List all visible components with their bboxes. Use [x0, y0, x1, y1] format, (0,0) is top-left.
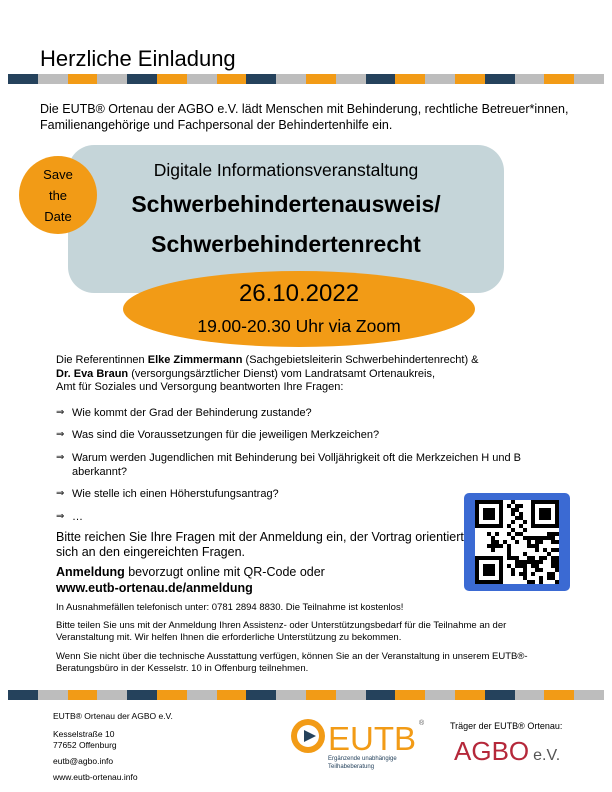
event-date-oval — [123, 271, 475, 347]
save-the-date-word: the — [48, 187, 68, 203]
eutb-logo — [290, 713, 430, 773]
save-the-date-word: Save — [43, 166, 73, 182]
question-text: Wie stelle ich einen Höherstufungsantrag? — [72, 488, 279, 500]
arrow-right-icon: ⇒ — [56, 407, 65, 418]
arrow-right-icon: ⇒ — [56, 429, 65, 440]
qr-code-icon — [475, 500, 559, 584]
speaker-name: Elke Zimmermann — [147, 354, 243, 366]
event-title-line2: Schwerbehindertenrecht — [151, 231, 421, 257]
decorative-stripe-top — [8, 74, 604, 84]
agbo-logo-main: AGBO — [454, 736, 530, 766]
phone-note: In Ausnahmefällen telefonisch unter: 0781 2894 8830. Die Teilnahme ist kostenlos! — [56, 602, 404, 613]
speakers-prefix: Die Referentinnen — [56, 354, 148, 366]
question-text: Warum werden Jugendlichen mit Behinderung bei Volljährigkeit oft die Merkzeichen H und B aberkannt? — [72, 452, 522, 478]
question-item — [56, 428, 536, 442]
speaker-role: (versorgungsärztlicher Dienst) vom Landratsamt Ortenaukreis, — [128, 367, 436, 380]
eutb-logo-subtitle: Teilhabeberatung — [328, 764, 375, 770]
save-the-date-word: Date — [44, 208, 72, 224]
sponsor-label: Träger der EUTB® Ortenau: — [450, 721, 563, 731]
registration-link[interactable]: www.eutb-ortenau.de/anmeldung — [56, 581, 253, 595]
question-item — [56, 451, 536, 479]
speakers-text — [56, 354, 536, 395]
footer-email[interactable]: eutb@agbo.info — [53, 756, 114, 766]
eutb-logo-subtitle: Ergänzende unabhängige — [328, 756, 397, 762]
speaker-name: Dr. Eva Braun — [56, 367, 129, 380]
speakers-closing: Amt für Soziales und Versorgung beantworten Ihre Fragen: — [56, 381, 344, 393]
agbo-logo — [454, 736, 560, 767]
technical-note: Wenn Sie nicht über die technische Ausstattung verfügen, können Sie an der Veranstaltung in unserem EUTB®-Beratungsbüro in der Kesselstr. 10 in Offenburg teilnehmen. — [56, 651, 528, 674]
page-title: Herzliche Einladung — [40, 46, 236, 71]
arrow-right-icon: ⇒ — [56, 452, 65, 463]
question-item — [56, 406, 536, 420]
support-note: Bitte teilen Sie uns mit der Anmeldung Ihren Assistenz- oder Unterstützungsbedarf für die Teilnahme an der Veranstaltung mit. Wir helfen Ihnen die erforderliche Unterstützung zu bekommen. — [56, 620, 507, 643]
event-time: 19.00-20.30 Uhr via Zoom — [197, 316, 401, 336]
event-date: 26.10.2022 — [238, 280, 360, 307]
decorative-stripe-bottom — [8, 690, 604, 700]
footer-street: Kesselstraße 10 — [53, 729, 115, 739]
intro-text: Die EUTB® Ortenau der AGBO e.V. lädt Menschen mit Behinderung, rechtliche Betreuer*innen, Familienangehörige und Fachpersonal der Behindertenhilfe ein. — [40, 102, 569, 132]
footer-website[interactable]: www.eutb-ortenau.info — [53, 772, 138, 782]
arrow-right-icon: ⇒ — [56, 488, 65, 499]
registration-text: bevorzugt online mit QR-Code oder — [124, 565, 325, 579]
question-text: Was sind die Voraussetzungen für die jeweiligen Merkzeichen? — [72, 429, 380, 441]
registration-label: Anmeldung — [56, 565, 125, 579]
event-subtitle: Digitale Informationsveranstaltung — [153, 160, 419, 180]
save-the-date-badge — [19, 156, 97, 234]
question-text: … — [72, 511, 83, 523]
questions-note: Bitte reichen Sie Ihre Fragen mit der Anmeldung ein, der Vortrag orientiert sich an den eingereichten Fragen. — [56, 530, 464, 559]
question-text: Wie kommt der Grad der Behinderung zustande? — [72, 407, 312, 419]
footer-city: 77652 Offenburg — [53, 740, 117, 750]
footer-org: EUTB® Ortenau der AGBO e.V. — [53, 711, 173, 721]
speaker-role: (Sachgebietsleiterin Schwerbehindertenrecht) & — [242, 354, 479, 366]
registration-info — [56, 564, 466, 596]
agbo-logo-ev: e.V. — [533, 747, 561, 764]
svg-text:®: ® — [419, 720, 425, 727]
qr-code[interactable] — [464, 493, 570, 591]
eutb-logo-wordmark: EUTB — [328, 720, 417, 757]
eutb-logo-icon — [290, 713, 430, 773]
event-title-line1: Schwerbehindertenausweis/ — [131, 191, 441, 217]
arrow-right-icon: ⇒ — [56, 511, 65, 522]
